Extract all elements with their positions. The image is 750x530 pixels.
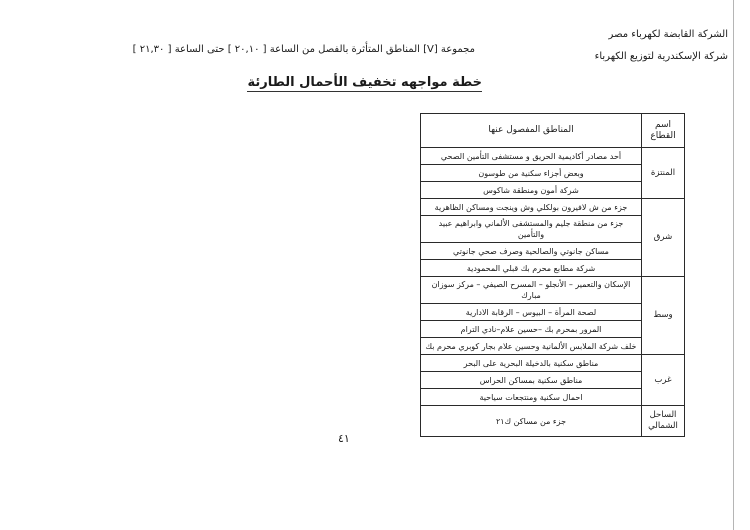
holding-company-name: الشركة القابضة لكهرباء مصر (608, 29, 728, 40)
area-entry: مناطق سكنية بمساكن الحراس (421, 372, 642, 389)
sector-name: شرق (642, 199, 685, 277)
binding-edge (733, 0, 734, 530)
sector-name: الساحل الشمالي (642, 406, 685, 437)
area-entry: شركة أمون ومنطقة شاكوس (421, 182, 642, 199)
areas-column-header: المناطق المفصول عنها (421, 114, 642, 148)
sector-column-header: اسم القطاع (642, 114, 685, 148)
area-entry: جزء من منطقة جليم والمستشفى الألماني وابراهيم عبيد والتأمين (421, 216, 642, 243)
area-entry: جزء من ش لافيرون بولكلي وش وينجت ومساكن الظاهرية (421, 199, 642, 216)
table-row (421, 406, 685, 437)
area-entry: لصحة المرأة – البيوس – الرقابة الادارية (421, 304, 642, 321)
plan-title: خطة مواجهه تخفيف الأحمال الطارئة (247, 75, 482, 90)
area-entry: خلف شركة الملابس الألمانية وحسين علام بجار كوبري محرم بك (421, 338, 642, 355)
area-entry: أحد مصادر أكاديمية الحريق و مستشفى التأمين الصحي (421, 148, 642, 165)
page-number: ٤١ (338, 432, 350, 445)
area-entry: مناطق سكنية بالدخيلة البحرية على البحر (421, 355, 642, 372)
sector-name: غرب (642, 355, 685, 406)
table-header-row (421, 114, 685, 148)
table-row (421, 355, 685, 372)
area-entry: شركة مطابع محرم بك قبلي المحمودية (421, 260, 642, 277)
sector-name: المنتزة (642, 148, 685, 199)
area-entry: جزء من مساكن ك٢١ (421, 406, 642, 437)
distribution-company-name: شركة الإسكندرية لتوزيع الكهرباء (594, 51, 728, 62)
cut-areas-table (420, 113, 685, 431)
table-row (421, 199, 685, 216)
area-entry: مساكن جانوتي والصالحية وصرف صحي جانوتي (421, 243, 642, 260)
area-entry: وبعض أجزاء سكنية من طوسون (421, 165, 642, 182)
area-entry: احمال سكنية ومنتجعات سياحية (421, 389, 642, 406)
table-row (421, 148, 685, 165)
table-row (421, 277, 685, 304)
area-entry: الإسكان والتعمير – الأنجلو – المسرح الصيفي – مركز سوزان مبارك (421, 277, 642, 304)
area-entry: المرور بمحرم بك –حسين علام–نادي الترام (421, 321, 642, 338)
group-schedule-line: مجموعة [V] المناطق المتأثرة بالفصل من الساعة [ ٢٠,١٠ ] حتى الساعة [ ٢١,٣٠ ] (132, 44, 475, 55)
sector-name: وسط (642, 277, 685, 355)
